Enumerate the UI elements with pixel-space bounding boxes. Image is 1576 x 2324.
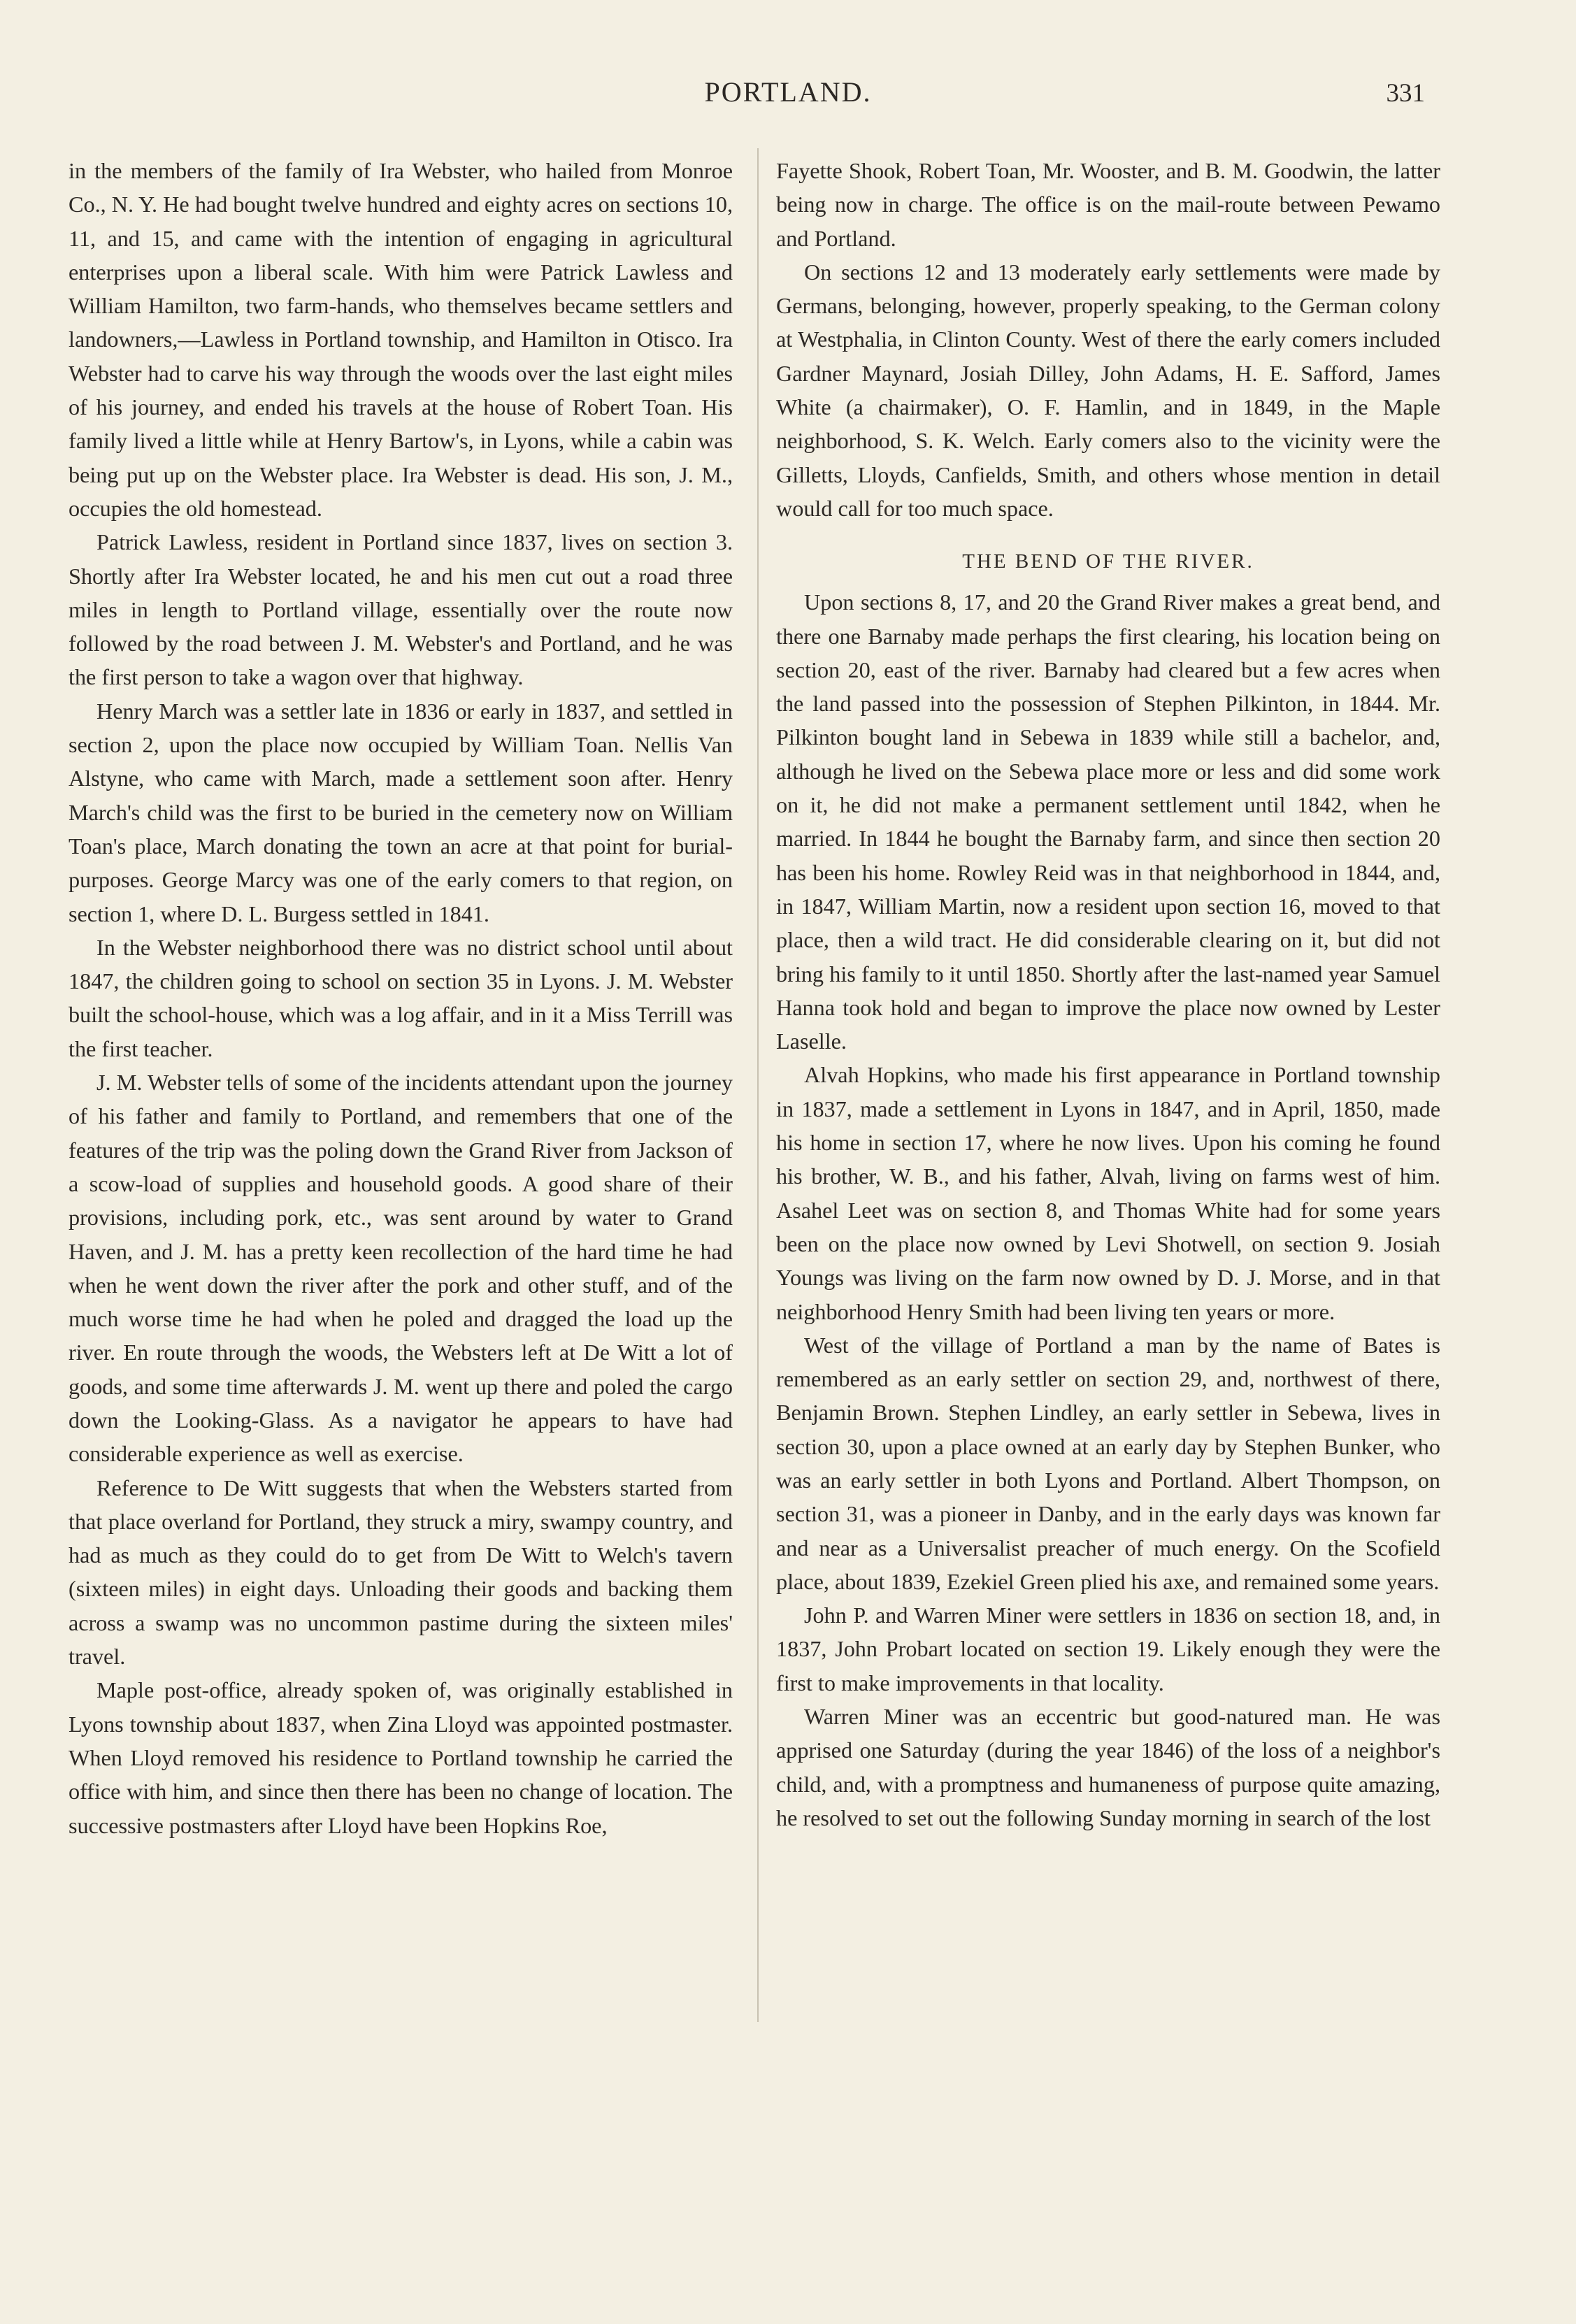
- paragraph: Fayette Shook, Robert Toan, Mr. Wooster, and B. M. Goodwin, the latter being now in charge. The office is on the mail-route between Pewamo and Portland.: [776, 158, 1440, 251]
- right-column: [776, 154, 1440, 1835]
- paragraph: J. M. Webster tells of some of the incidents attendant upon the journey of his father and family to Portland, and remembers that one of the features of the trip was the poling down the Grand River from Jackson of a scow-load of supplies and household goods. A good share of their provisions, including pork, etc., was sent around by water to Grand Haven, and J. M. has a pretty keen recollection of the hard time he had when he went down the river after the pork and other stuff, and of the much worse time he had when he poled and dragged the load up the river. En route through the woods, the Websters left at De Witt a lot of goods, and some time afterwards J. M. went up there and poled the cargo down the Looking-Glass. As a navigator he appears to have had considerable experience as well as exercise.: [69, 1070, 733, 1467]
- left-column: [69, 154, 733, 1842]
- paragraph: On sections 12 and 13 moderately early settlements were made by Germans, belonging, however, properly speaking, to the German colony at Westphalia, in Clinton County. West of there the early comers included Gardner Maynard, Josiah Dilley, John Adams, H. E. Safford, James White (a chairmaker), O. F. Hamlin, and in 1849, in the Maple neighborhood, S. K. Welch. Early comers also to the vicinity were the Gilletts, Lloyds, Canfields, Smith, and others whose mention in detail would call for too much space.: [776, 259, 1440, 521]
- running-head: PORTLAND.: [704, 76, 872, 108]
- paragraph: Maple post-office, already spoken of, was originally established in Lyons township about 1837, when Zina Lloyd was appointed postmaster. When Lloyd removed his residence to Portland township he carried the office with him, and since then there has been no change of location. The successive postmasters after Lloyd have been Hopkins Roe,: [69, 1677, 733, 1838]
- paragraph: John P. and Warren Miner were settlers in 1836 on section 18, and, in 1837, John Probart located on section 19. Likely enough they were the first to make improvements in that locality.: [776, 1602, 1440, 1695]
- paragraph: Warren Miner was an eccentric but good-natured man. He was apprised one Saturday (during the year 1846) of the loss of a neighbor's child, and, with a promptness and humaneness of purpose quite amazing, he resolved to set out the following Sunday morning in search of the lost: [776, 1704, 1440, 1830]
- section-heading: THE BEND OF THE RIVER.: [962, 550, 1254, 573]
- paragraph: Alvah Hopkins, who made his first appearance in Portland township in 1837, made a settlement in Lyons in 1847, and in April, 1850, made his home in section 17, where he now lives. Upon his coming he found his brother, W. B., and his father, Alvah, living on farms west of him. Asahel Leet was on section 8, and Thomas White had for some years been on the place now owned by Levi Shotwell, on section 9. Josiah Youngs was living on the farm now owned by D. J. Morse, and in that neighborhood Henry Smith had been living ten years or more.: [776, 1062, 1440, 1324]
- paragraph: In the Webster neighborhood there was no district school until about 1847, the children going to school on section 35 in Lyons. J. M. Webster built the school-house, which was a log affair, and in it a Miss Terrill was the first teacher.: [69, 934, 733, 1061]
- paragraph: Patrick Lawless, resident in Portland since 1837, lives on section 3. Shortly after Ira Webster located, he and his men cut out a road three miles in length to Portland village, essentially over the route now followed by the road between J. M. Webster's and Portland, and he was the first person to take a wagon over that highway.: [69, 529, 733, 690]
- page-number: 331: [1386, 79, 1425, 108]
- column-divider: [757, 148, 759, 2022]
- paragraph: Reference to De Witt suggests that when the Websters started from that place overland for Portland, they struck a miry, swampy country, and had as much as they could do to get from De Witt to Welch's tavern (sixteen miles) in eight days. Unloading their goods and backing them across a swamp was no uncommon pastime during the sixteen miles' travel.: [69, 1475, 733, 1670]
- paragraph: West of the village of Portland a man by the name of Bates is remembered as an early settler on section 29, and, northwest of there, Benjamin Brown. Stephen Lindley, an early settler in Sebewa, lives in section 30, upon a place owned at an early day by Stephen Bunker, who was an early settler in both Lyons and Portland. Albert Thompson, on section 31, was a pioneer in Danby, and in the early days was known far and near as a Universalist preacher of much energy. On the Scofield place, about 1839, Ezekiel Green plied his axe, and remained some years.: [776, 1332, 1440, 1594]
- paragraph: Upon sections 8, 17, and 20 the Grand River makes a great bend, and there one Barnaby made perhaps the first clearing, his location being on section 20, east of the river. Barnaby had cleared but a few acres when the land passed into the possession of Stephen Pilkinton, in 1844. Mr. Pilkinton bought land in Sebewa in 1839 while still a bachelor, and, although he lived on the Sebewa place more or less and did some work on it, he did not make a permanent settlement until 1842, when he married. In 1844 he bought the Barnaby farm, and since then section 20 has been his home. Rowley Reid was in that neighborhood in 1844, and, in 1847, William Martin, now a resident upon section 16, moved to that place, then a wild tract. He did considerable clearing on it, but did not bring his family to it until 1850. Shortly after the last-named year Samuel Hanna took hold and began to improve the place now owned by Lester Laselle.: [776, 589, 1440, 1054]
- paragraph: in the members of the family of Ira Webster, who hailed from Monroe Co., N. Y. He had bought twelve hundred and eighty acres on sections 10, 11, and 15, and came with the intention of engaging in agricultural enterprises upon a liberal scale. With him were Patrick Lawless and William Hamilton, two farm-hands, who themselves became settlers and landowners,—Lawless in Portland township, and Hamilton in Otisco. Ira Webster had to carve his way through the woods over the last eight miles of his journey, and ended his travels at the house of Robert Toan. His family lived a little while at Henry Bartow's, in Lyons, while a cabin was being put up on the Webster place. Ira Webster is dead. His son, J. M., occupies the old homestead.: [69, 158, 733, 521]
- page-header: [0, 0, 1576, 126]
- paragraph: Henry March was a settler late in 1836 or early in 1837, and settled in section 2, upon the place now occupied by William Toan. Nellis Van Alstyne, who came with March, made a settlement soon after. Henry March's child was the first to be buried in the cemetery now on William Toan's place, March donating the town an acre at that point for burial-purposes. George Marcy was one of the early comers to that region, on section 1, where D. L. Burgess settled in 1841.: [69, 698, 733, 926]
